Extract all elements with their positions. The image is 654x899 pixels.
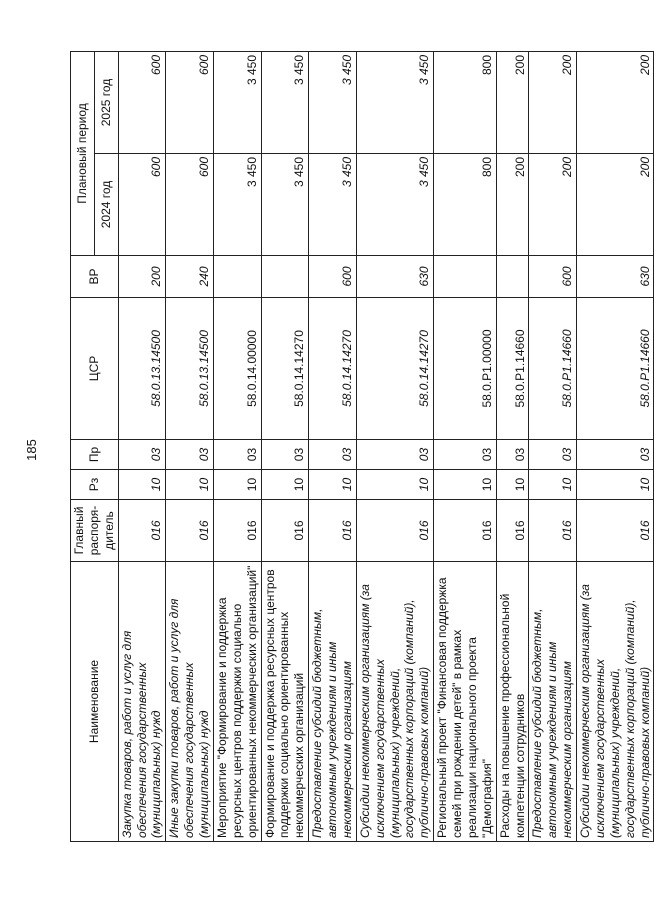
cell-name: Предоставление субсидий бюджетным, автономным учреждениям и иным некоммерческим организациям — [309, 562, 357, 842]
header-chief-administrator: Главный распоря-дитель — [71, 500, 119, 562]
cell-year-2024: 3 450 — [261, 154, 309, 256]
header-plan-period: Плановый период — [71, 51, 95, 255]
table-row — [118, 51, 166, 841]
cell-csr: 58.0.14.14270 — [261, 298, 309, 440]
header-year-2024: 2024 год — [94, 154, 118, 256]
header-vr: ВР — [71, 256, 119, 298]
cell-chief-administrator: 016 — [166, 500, 214, 562]
cell-csr: 58.0.P1.00000 — [434, 298, 497, 440]
cell-year-2024: 200 — [496, 154, 529, 256]
cell-name: Формирование и поддержка ресурсных центров поддержки социально ориентированных некоммерческих организаций — [261, 562, 309, 842]
cell-chief-administrator: 016 — [118, 500, 166, 562]
cell-csr: 58.0.P1.14660 — [496, 298, 529, 440]
cell-year-2025: 800 — [434, 51, 497, 153]
cell-vr: 600 — [309, 256, 357, 298]
cell-rz: 10 — [118, 470, 166, 500]
cell-rz: 10 — [529, 470, 577, 500]
cell-name: Мероприятие "Формирование и поддержка ресурсных центров поддержки социально ориентированных некоммерческих организаций" — [213, 562, 261, 842]
cell-csr: 58.0.14.14270 — [309, 298, 357, 440]
cell-year-2025: 3 450 — [309, 51, 357, 153]
table-row — [356, 51, 433, 841]
table-row — [496, 51, 529, 841]
cell-vr — [261, 256, 309, 298]
cell-chief-administrator: 016 — [529, 500, 577, 562]
cell-vr — [434, 256, 497, 298]
cell-year-2024: 800 — [434, 154, 497, 256]
cell-year-2025: 200 — [496, 51, 529, 153]
table-row — [577, 51, 654, 841]
cell-rz: 10 — [261, 470, 309, 500]
cell-pr: 03 — [166, 440, 214, 470]
cell-rz: 10 — [434, 470, 497, 500]
cell-chief-administrator: 016 — [356, 500, 433, 562]
header-year-2025: 2025 год — [94, 51, 118, 153]
cell-year-2025: 600 — [166, 51, 214, 153]
header-rz: Рз — [71, 470, 119, 500]
cell-csr: 58.0.13.14500 — [166, 298, 214, 440]
cell-vr — [213, 256, 261, 298]
cell-csr: 58.0.14.14270 — [356, 298, 433, 440]
table-header — [71, 51, 119, 841]
table-row — [309, 51, 357, 841]
cell-year-2024: 3 450 — [356, 154, 433, 256]
cell-csr: 58.0.P1.14660 — [577, 298, 654, 440]
cell-pr: 03 — [213, 440, 261, 470]
cell-rz: 10 — [166, 470, 214, 500]
budget-table — [70, 51, 654, 842]
cell-pr: 03 — [577, 440, 654, 470]
cell-pr: 03 — [118, 440, 166, 470]
table-row — [213, 51, 261, 841]
cell-year-2025: 3 450 — [213, 51, 261, 153]
cell-year-2024: 600 — [166, 154, 214, 256]
cell-name: Региональный проект "Финансовая поддержка семей при рождении детей" в рамках реализации национального проекта "Демография" — [434, 562, 497, 842]
cell-chief-administrator: 016 — [577, 500, 654, 562]
cell-vr: 600 — [529, 256, 577, 298]
cell-name: Субсидии некоммерческим организациям (за исключением государственных (муниципальных) учреждений, государственных корпораций (компаний), публично-правовых компаний) — [577, 562, 654, 842]
cell-year-2024: 200 — [529, 154, 577, 256]
cell-rz: 10 — [213, 470, 261, 500]
cell-pr: 03 — [434, 440, 497, 470]
cell-chief-administrator: 016 — [434, 500, 497, 562]
cell-year-2024: 3 450 — [309, 154, 357, 256]
page-number: 185 — [24, 439, 39, 461]
cell-year-2025: 200 — [577, 51, 654, 153]
table-row — [261, 51, 309, 841]
cell-rz: 10 — [496, 470, 529, 500]
cell-csr: 58.0.P1.14660 — [529, 298, 577, 440]
cell-vr: 240 — [166, 256, 214, 298]
cell-rz: 10 — [356, 470, 433, 500]
cell-vr — [496, 256, 529, 298]
header-csr: ЦСР — [71, 298, 119, 440]
cell-name: Закупка товаров, работ и услуг для обеспечения государственных (муниципальных) нужд — [118, 562, 166, 842]
cell-pr: 03 — [309, 440, 357, 470]
cell-year-2024: 600 — [118, 154, 166, 256]
header-name: Наименование — [71, 562, 119, 842]
cell-name: Расходы на повышение профессиональной компетенции сотрудников — [496, 562, 529, 842]
cell-chief-administrator: 016 — [496, 500, 529, 562]
cell-csr: 58.0.14.00000 — [213, 298, 261, 440]
rotated-table-wrapper — [70, 52, 652, 842]
cell-year-2024: 200 — [577, 154, 654, 256]
cell-rz: 10 — [577, 470, 654, 500]
cell-pr: 03 — [261, 440, 309, 470]
cell-pr: 03 — [529, 440, 577, 470]
cell-name: Иные закупки товаров, работ и услуг для обеспечения государственных (муниципальных) нужд — [166, 562, 214, 842]
cell-vr: 630 — [577, 256, 654, 298]
cell-year-2025: 600 — [118, 51, 166, 153]
header-pr: Пр — [71, 440, 119, 470]
cell-year-2025: 3 450 — [261, 51, 309, 153]
cell-name: Предоставление субсидий бюджетным, автономным учреждениям и иным некоммерческим организациям — [529, 562, 577, 842]
cell-year-2025: 200 — [529, 51, 577, 153]
table-row — [434, 51, 497, 841]
cell-vr: 630 — [356, 256, 433, 298]
cell-chief-administrator: 016 — [309, 500, 357, 562]
cell-name: Субсидии некоммерческим организациям (за исключением государственных (муниципальных) учреждений, государственных корпораций (компаний), публично-правовых компаний) — [356, 562, 433, 842]
cell-vr: 200 — [118, 256, 166, 298]
cell-year-2025: 3 450 — [356, 51, 433, 153]
cell-year-2024: 3 450 — [213, 154, 261, 256]
table-row — [166, 51, 214, 841]
table-body — [118, 51, 654, 841]
cell-rz: 10 — [309, 470, 357, 500]
table-row — [529, 51, 577, 841]
cell-pr: 03 — [496, 440, 529, 470]
cell-csr: 58.0.13.14500 — [118, 298, 166, 440]
cell-chief-administrator: 016 — [213, 500, 261, 562]
cell-chief-administrator: 016 — [261, 500, 309, 562]
cell-pr: 03 — [356, 440, 433, 470]
